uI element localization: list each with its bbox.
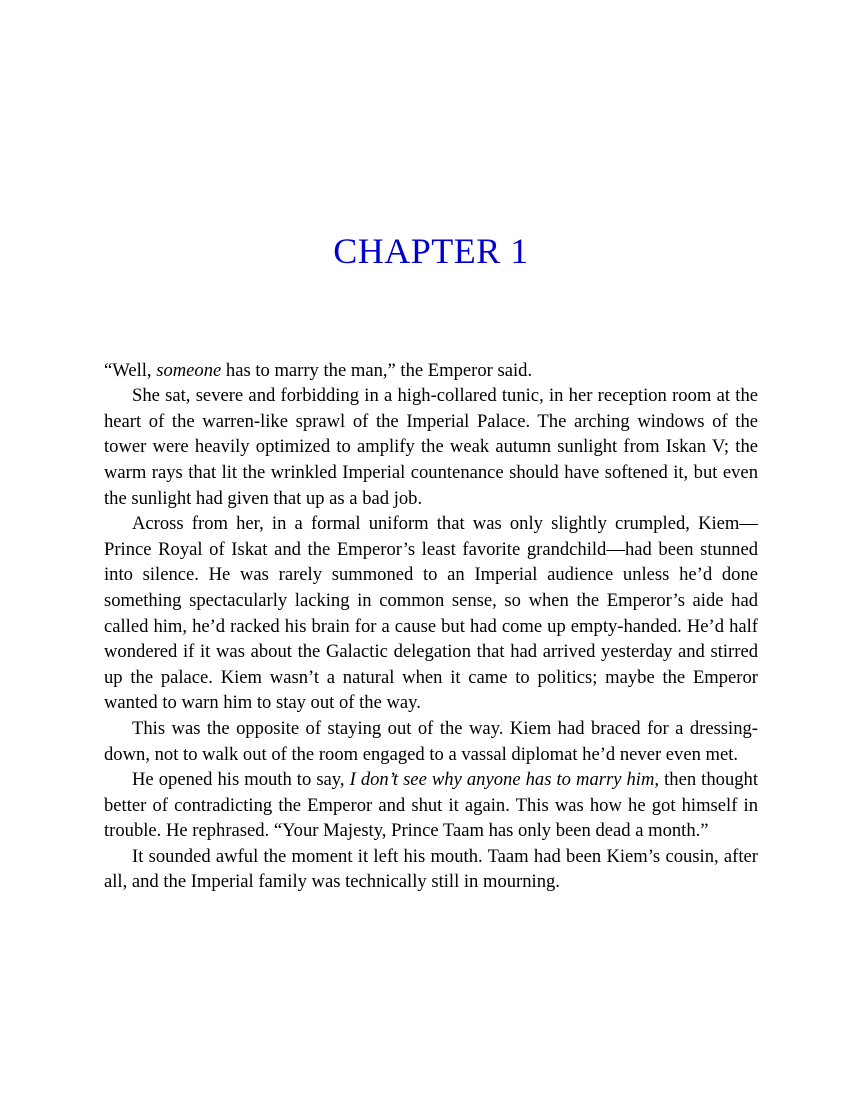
body-run: He opened his mouth to say, (132, 769, 350, 791)
body-run: It sounded awful the moment it left his mouth. Taam had been Kiem’s cousin, after all, and the Imperial family was technically still in mourning. (104, 845, 758, 893)
body-run: This was the opposite of staying out of the way. Kiem had braced for a dressing-down, not to walk out of the room engaged to a vassal diplomat he’d never even met. (104, 717, 758, 765)
paragraph (104, 716, 758, 767)
paragraph (104, 358, 758, 384)
body-run: She sat, severe and forbidding in a high-collared tunic, in her reception room at the heart of the warren-like sprawl of the Imperial Palace. The arching windows of the tower were heavily optimized to amplify the weak autumn sunlight from Iskan V; the warm rays that lit the wrinkled Imperial countenance should have softened it, but even the sunlight had given that up as a bad job. (104, 385, 758, 509)
body-run: has to marry the man,” the Emperor said. (221, 359, 533, 381)
body-run: “Well, (104, 359, 157, 381)
body-text (104, 358, 758, 895)
emphasis-text: someone (156, 359, 222, 381)
paragraph (104, 844, 758, 895)
chapter-title: CHAPTER 1 (333, 231, 529, 271)
body-run: Across from her, in a formal uniform that was only slightly crumpled, Kiem—Prince Royal of Iskat and the Emperor’s least favorite grandchild—had been stunned into silence. He was rarely summoned to an Imperial audience unless he’d done something spectacularly lacking in common sense, so when the Emperor’s aide had called him, he’d racked his brain for a cause but had come up empty-handed. He’d half wondered if it was about the Galactic delegation that had arrived yesterday and stirred up the palace. Kiem wasn’t a natural when it came to politics; maybe the Emperor wanted to warn him to stay out of the way. (104, 513, 758, 714)
paragraph (104, 767, 758, 844)
paragraph (104, 511, 758, 716)
paragraph (104, 383, 758, 511)
emphasis-text: I don’t see why anyone has to marry him, (349, 769, 660, 791)
body-run: then thought better of contradicting the Emperor and shut it again. This was how he got himself in trouble. He rephrased. “Your Majesty, Prince Taam has only been dead a month.” (104, 769, 758, 842)
